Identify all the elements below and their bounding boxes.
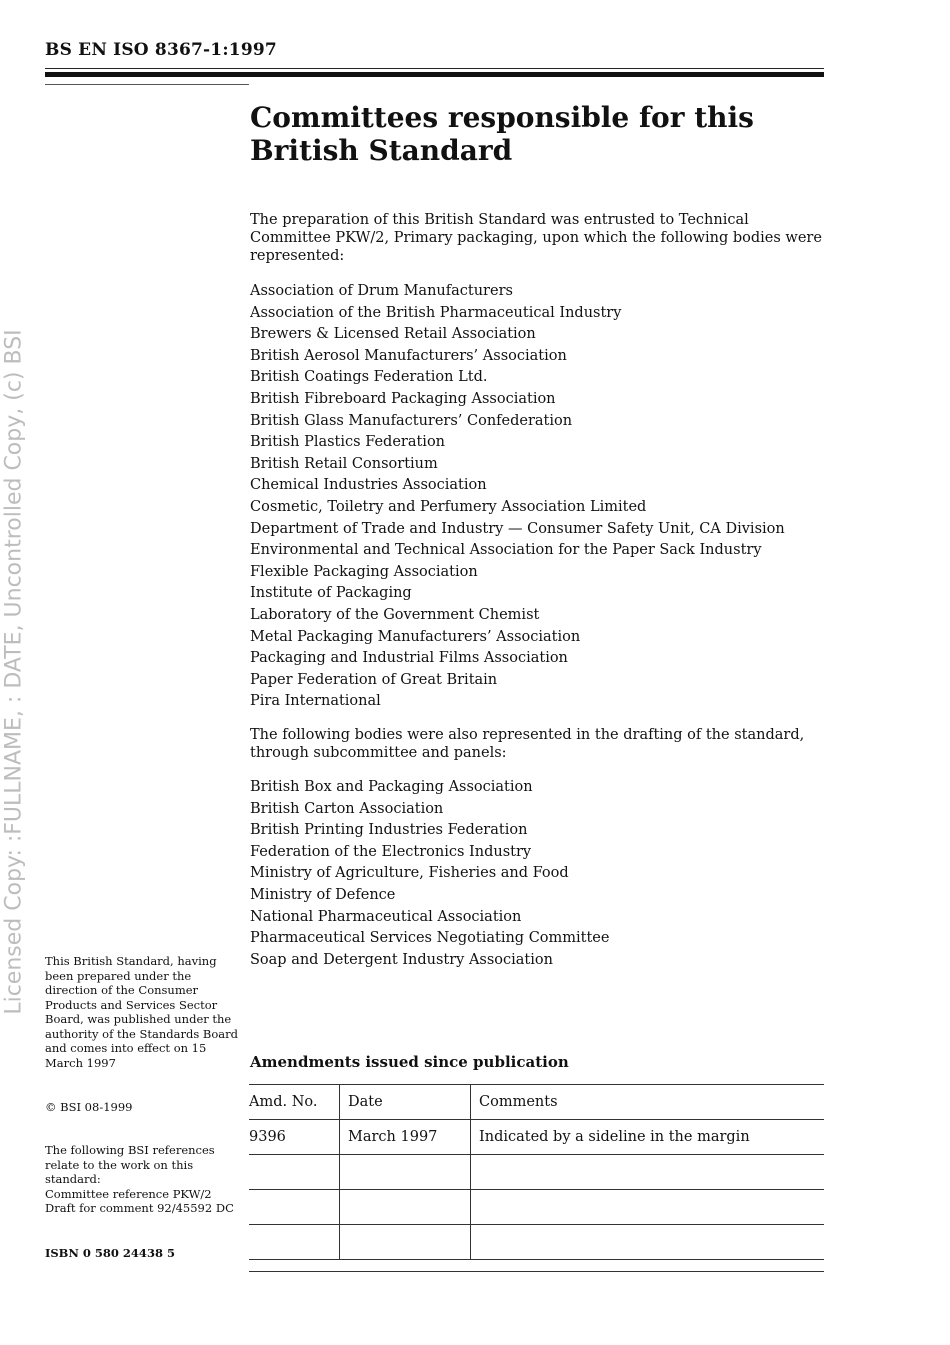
list-item: Paper Federation of Great Britain (250, 671, 498, 688)
list-item: British Plastics Federation (250, 434, 446, 451)
table-row (249, 1190, 824, 1225)
references-intro: The following BSI references relate to the work on this standard: (45, 1143, 215, 1186)
sidebar-rule (45, 84, 249, 85)
document-id: BS EN ISO 8367-1:1997 (45, 40, 277, 60)
list-item: Chemical Industries Association (250, 477, 487, 494)
list-item: British Fibreboard Packaging Association (250, 390, 556, 407)
isbn: ISBN 0 580 24438 5 (45, 1246, 175, 1260)
header-rule-thick (45, 72, 824, 77)
list-item: Association of Drum Manufacturers (250, 283, 513, 299)
list-item: British Retail Consortium (250, 455, 438, 472)
list-item: Department of Trade and Industry — Consumer Safety Unit, CA Division (250, 520, 785, 537)
list-item: Cosmetic, Toiletry and Perfumery Association Limited (250, 498, 647, 515)
list-item: Pira International (250, 693, 381, 710)
column-header-date: Date (340, 1085, 471, 1120)
list-item: Metal Packaging Manufacturers’ Association (250, 628, 581, 645)
table-row (249, 1155, 824, 1190)
draft-reference: Draft for comment 92/45592 DC (45, 1201, 234, 1215)
amd-no-cell: 9396 (249, 1120, 340, 1155)
page-title-line-2: British Standard (250, 134, 513, 167)
amendments-table (249, 1084, 824, 1260)
list-item: British Carton Association (250, 800, 444, 817)
watermark: Licensed Copy: :FULLNAME, : DATE, Uncontrolled Copy, (c) BSI (1, 329, 27, 1015)
table-row (249, 1225, 824, 1260)
list-item: Federation of the Electronics Industry (250, 843, 532, 860)
page-title-line-1: Committees responsible for this (250, 101, 754, 134)
list-item: British Box and Packaging Association (250, 779, 533, 795)
amd-no-cell (249, 1155, 340, 1190)
list-item: Association of the British Pharmaceutical Industry (250, 304, 622, 321)
header-rule-thin (45, 68, 824, 69)
list-item: Flexible Packaging Association (250, 563, 478, 580)
date-cell (340, 1155, 471, 1190)
amendments-title: Amendments issued since publication (250, 1053, 569, 1071)
comments-cell: Indicated by a sideline in the margin (471, 1120, 825, 1155)
column-header-comments: Comments (471, 1085, 825, 1120)
list-item: Ministry of Agriculture, Fisheries and Food (250, 865, 569, 882)
list-item: British Coatings Federation Ltd. (250, 369, 488, 386)
date-cell: March 1997 (340, 1120, 471, 1155)
bsi-references (45, 1143, 240, 1216)
subcommittee-intro-paragraph: The following bodies were also represented in the drafting of the standard, through subcommittee and panels: (250, 727, 805, 761)
page-title (250, 101, 820, 167)
list-item: Environmental and Technical Association for the Paper Sack Industry (250, 542, 762, 559)
list-item: Laboratory of the Government Chemist (250, 606, 540, 623)
comments-cell (471, 1155, 825, 1190)
list-item: British Glass Manufacturers’ Confederation (250, 412, 573, 429)
table-row (249, 1120, 824, 1155)
list-item: Packaging and Industrial Films Association (250, 650, 568, 667)
list-item: National Pharmaceutical Association (250, 908, 522, 925)
list-item: Institute of Packaging (250, 585, 412, 602)
copyright-note: © BSI 08-1999 (45, 1100, 133, 1114)
list-item: British Aerosol Manufacturers’ Association (250, 347, 567, 364)
date-cell (340, 1190, 471, 1225)
list-item: British Printing Industries Federation (250, 822, 528, 839)
comments-cell (471, 1190, 825, 1225)
footer-rule (249, 1271, 824, 1272)
amd-no-cell (249, 1225, 340, 1260)
publication-note: This British Standard, having been prepared under the direction of the Consumer Products and Services Sector Board, was published under the authority of the Standards Board and comes into effect on 15 March 1997 (45, 954, 238, 1070)
committee-reference: Committee reference PKW/2 (45, 1186, 212, 1201)
list-item: Brewers & Licensed Retail Association (250, 326, 536, 343)
subcommittee-bodies-list (250, 777, 609, 971)
list-item: Ministry of Defence (250, 886, 396, 903)
list-item: Soap and Detergent Industry Association (250, 951, 553, 968)
date-cell (340, 1225, 471, 1260)
intro-paragraph: The preparation of this British Standard was entrusted to Technical Committee PKW/2, Primary packaging, upon which the following bodies were represented: (250, 212, 822, 264)
comments-cell (471, 1225, 825, 1260)
amd-no-cell (249, 1190, 340, 1225)
table-header-row (249, 1085, 824, 1120)
represented-bodies-list (250, 281, 785, 713)
column-header-amd-no: Amd. No. (249, 1085, 340, 1120)
list-item: Pharmaceutical Services Negotiating Committee (250, 930, 610, 947)
